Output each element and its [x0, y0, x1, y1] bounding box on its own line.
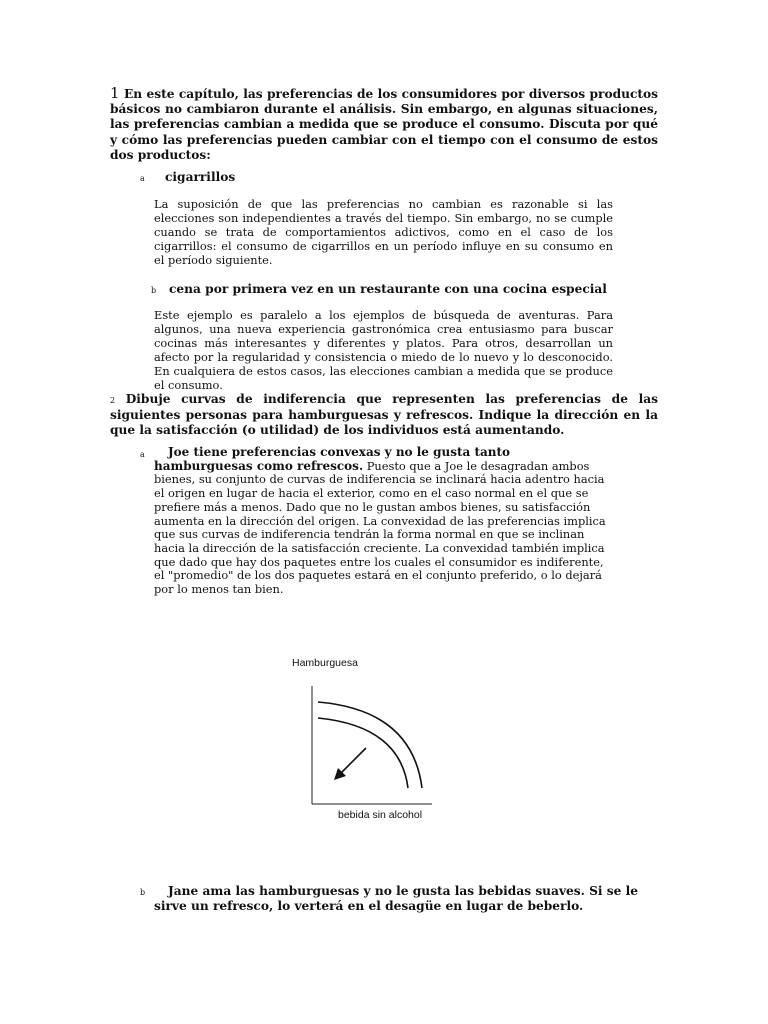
q2-item-a-letter: a	[140, 450, 145, 459]
q1-item-a-letter: a	[140, 174, 145, 183]
chart-y-label: Hamburguesa	[292, 657, 358, 669]
q2-item-a-answer: Puesto que a Joe le desagradan ambos bienes, su conjunto de curvas de indiferencia se inclinará hacia adentro hacia el origen en lugar de hacia el exterior, como en el caso normal en el que se prefiere más a menos. Dado que no le gustan ambos bienes, su satisfacción aumenta en la dirección del origen. La convexidad de las preferencias implica que sus curvas de indiferencia tendrán la forma normal en que se inclinan hacia la dirección de la satisfacción creciente. La convexidad también implica que dado que hay dos paquetes entre los cuales el consumidor es indiferente, el "promedio" de los dos paquetes estará en el conjunto preferido, o lo dejará por lo menos tan bien.	[154, 458, 606, 597]
indifference-curve-outer	[318, 702, 422, 788]
q2-item-a-title: Joe tiene preferencias convexas y no le gusta tanto hamburguesas como refrescos.	[154, 445, 511, 473]
q2-item-a-body	[154, 446, 608, 597]
question-2-number: 2	[110, 396, 116, 405]
chart-x-label: bebida sin alcohol	[338, 809, 423, 821]
question-1-text: En este capítulo, las preferencias de los consumidores por diversos productos básicos no cambiaron durante el análisis. Sin embargo, en algunas situaciones, las preferencias cambian a medida que se produce el consumo. Discuta por qué y cómo las preferencias pueden cambiar con el tiempo con el consumo de estos dos productos:	[110, 87, 658, 162]
q1-item-a-title: cigarrillos	[165, 170, 236, 184]
q1-item-a-answer: La suposición de que las preferencias no cambian es razonable si las elecciones son independientes a través del tiempo. Sin embargo, no se cumple cuando se trata de comportamientos adictivos, como en el caso de los cigarrillos: el consumo de cigarrillos en un período influye en su consumo en el período siguiente.	[154, 197, 613, 268]
question-1	[110, 86, 658, 163]
question-2	[110, 392, 658, 439]
question-1-number: 1	[110, 84, 120, 102]
q2-item-b-title: Jane ama las hamburguesas y no le gusta las bebidas suaves. Si se le sirve un refresco, lo verterá en el desagüe en lugar de beberlo.	[154, 884, 639, 913]
arrow-shaft	[340, 748, 366, 774]
q1-item-b-title: cena por primera vez en un restaurante con una cocina especial	[169, 282, 607, 296]
question-2-text: Dibuje curvas de indiferencia que representen las preferencias de las siguientes personas para hamburguesas y refrescos. Indique la dirección en la que la satisfacción (o utilidad) de los individuos está aumentando.	[110, 392, 658, 438]
indifference-curve-inner	[318, 718, 408, 788]
q2-item-b-letter: b	[140, 888, 146, 897]
q1-item-b-letter: b	[151, 286, 157, 295]
indifference-chart	[300, 676, 450, 816]
q1-item-b-answer: Este ejemplo es paralelo a los ejemplos de búsqueda de aventuras. Para algunos, una nueva experiencia gastronómica crea entusiasmo para buscar cocinas más interesantes y diferentes y platos. Para otros, desarrollan un afecto por la regularidad y consistencia o miedo de lo nuevo y lo desconocido. En cualquiera de estos casos, las elecciones cambian a medida que se produce el consumo.	[154, 308, 613, 393]
